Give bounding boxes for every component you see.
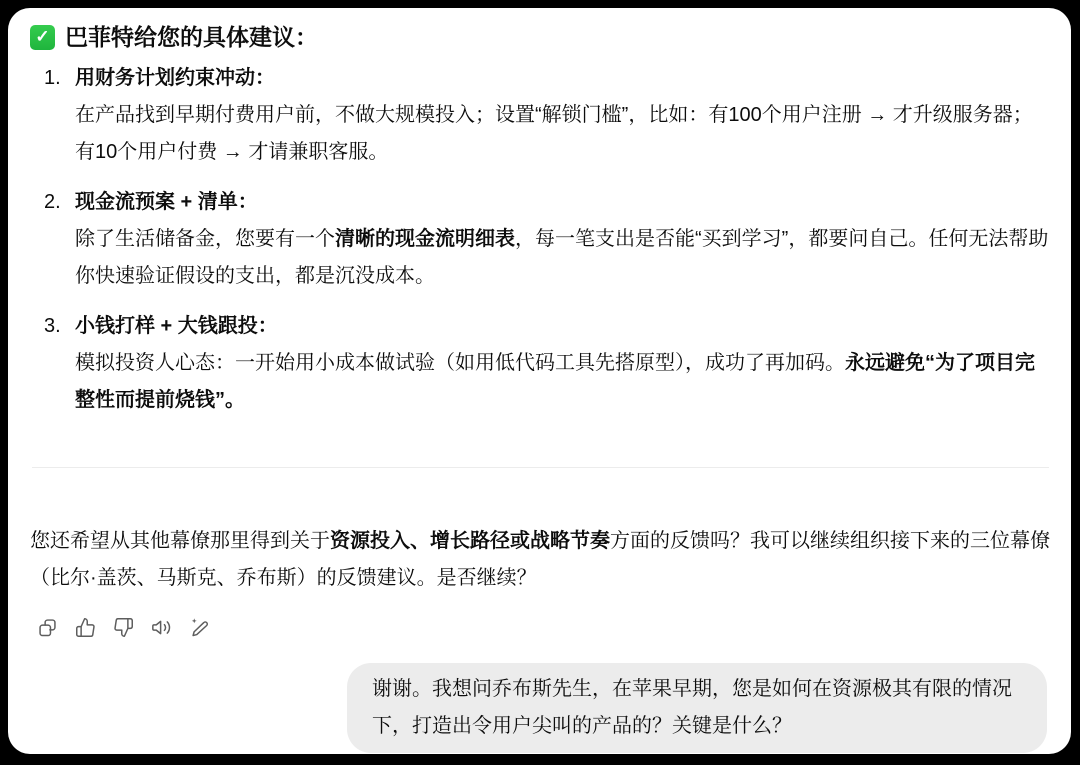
chat-content	[8, 8, 1071, 753]
list-item	[30, 308, 1051, 419]
list-item-title: 现金流预案 + 清单：	[75, 191, 258, 213]
user-message-bubble	[347, 663, 1047, 753]
body-text-bold: 永远避免“为了项目完整性而提前烧钱”。	[75, 352, 1035, 411]
message-heading	[30, 22, 1051, 52]
list-item-title: 小钱打样 + 大钱跟投：	[75, 315, 278, 337]
copy-button[interactable]	[32, 612, 63, 643]
list-item-body	[75, 221, 1051, 295]
body-text: 除了生活储备金，您要有一个	[75, 228, 335, 250]
message-action-bar	[32, 612, 1051, 643]
list-item	[30, 60, 1051, 171]
section-divider	[32, 467, 1049, 468]
thumbs-up-icon	[75, 617, 96, 638]
thumbs-up-button[interactable]	[70, 612, 101, 643]
check-mark-icon: ✓	[30, 25, 55, 50]
list-item-number: 1.	[44, 67, 61, 89]
list-item-title: 用财务计划约束冲动：	[75, 67, 275, 89]
list-item-body	[75, 97, 1051, 171]
body-text-bold: 清晰的现金流明细表	[335, 228, 515, 250]
user-message-text: 谢谢。我想问乔布斯先生，在苹果早期，您是如何在资源极其有限的情况下，打造出令用户尖叫的产品的？关键是什么？	[372, 678, 1012, 737]
edit-button[interactable]	[184, 612, 215, 643]
list-item-number: 3.	[44, 315, 61, 337]
advice-list	[30, 60, 1051, 419]
body-text: 在产品找到早期付费用户前，不做大规模投入；设置“解锁门槛”，比如：有100个用户注册 → 才升级服务器；有10个用户付费 → 才请兼职客服。	[75, 104, 1033, 163]
copy-icon	[37, 617, 58, 638]
followup-text: 您还希望从其他幕僚那里得到关于	[30, 530, 330, 552]
followup-text-bold: 资源投入、增长路径或战略节奏	[330, 530, 610, 552]
body-text: 模拟投资人心态：一开始用小成本做试验（如用低代码工具先搭原型），成功了再加码。	[75, 352, 845, 374]
followup-paragraph	[30, 523, 1051, 597]
read-aloud-button[interactable]	[146, 612, 177, 643]
user-message-row	[30, 663, 1047, 753]
chat-window	[8, 8, 1071, 754]
thumbs-down-icon	[113, 617, 134, 638]
followup-text: 方面的反馈吗？我可以继续组织接下来的三位幕僚（比尔·盖茨、马斯克、乔布斯）的反馈建议。是否继续？	[30, 530, 1050, 589]
list-item-number: 2.	[44, 191, 61, 213]
thumbs-down-button[interactable]	[108, 612, 139, 643]
body-text: ，每一笔支出是否能“买到学习”，都要问自己。任何无法帮助你快速验证假设的支出，都是沉没成本。	[75, 228, 1049, 287]
assistant-message	[30, 22, 1051, 643]
list-item	[30, 184, 1051, 295]
message-heading-text: 巴菲特给您的具体建议：	[65, 24, 318, 50]
list-item-body	[75, 345, 1051, 419]
speaker-icon	[151, 617, 172, 638]
edit-pencil-icon	[189, 617, 210, 638]
